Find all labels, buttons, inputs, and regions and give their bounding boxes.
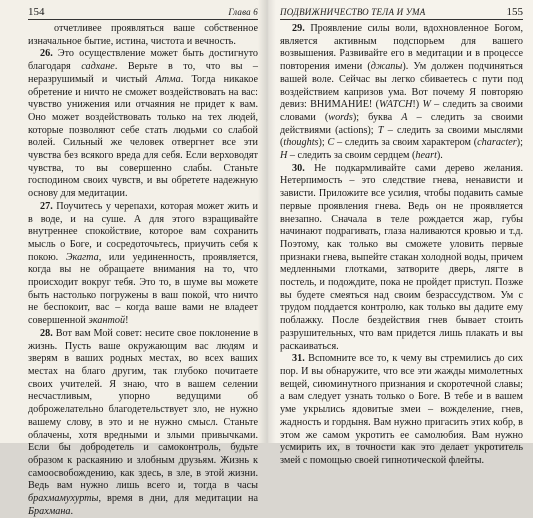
paragraph: [280, 23, 523, 163]
paragraph-number: 28.: [40, 327, 53, 339]
paragraph-number: 29.: [292, 23, 305, 34]
right-page: [266, 0, 533, 466]
paragraph-body: Вспомните все то, к чему вы стремились до сих пор. И вы обнаружите, что все эти жажды мимолетных вещей, сиюминутного признания и скоротечной славы; а вам следует узнать только о Боге. В тебе и в вашем уме укрылись ядовитые змеи – вожделение, гнев, жадность и гордыня. Вам нужно пригасить этих кобр, в этом же самом укротить ее самолюбия. Вам нужно усмирить их, в точности как это делает укротитель змей с помощью своей гипнотической флейты.: [280, 353, 523, 466]
running-head: Глава 6: [228, 7, 258, 17]
paragraph: [28, 48, 258, 200]
left-page-header: [28, 6, 258, 20]
page-number: 154: [28, 6, 45, 18]
paragraph: [28, 328, 258, 518]
left-page-text: [28, 23, 258, 518]
paragraph-body: Это осуществление может быть достигнуто благодаря садхане. Верьте в то, что вы – неразрушимый и чистый Атма. Тогда никакое обретение и ничто не сможет воздействовать на вас: чувство унижения или отчаяния не придет к вам. Оно может воздействовать только на тех людей, которые позволяют себе стать людьми со слабой волей. Сильный же человек отвергнет все эти чувства без всякого вреда для себя. Если верховодят чувства, то вы совершенно слабы. Станьте господином своих чувств, и вы обретете надежную основу для медитации.: [28, 48, 258, 200]
paragraph: [28, 201, 258, 328]
right-page-text: [280, 23, 523, 468]
paragraph: [28, 23, 258, 48]
paragraph-body: Не подкармливайте сами дерево желания. Нетерпимость – это следствие гнева, ненависти и зависти. Приложите все усилия, чтобы подавить самые первые проявления гнева. Ведь он не проявляется внезапно. Сначала в теле рождается жар, губы начинают подрагивать, глаза наливаются кровью и т.д. Поэтому, как только вы сможете уловить первые признаки гнева, выпейте стакан холодной воды, причем медленными глотками, затворите дверь, лягте в постель, и подождите, пока не пройдет приступ. Позже вы будете смеяться над своим безрассудством. Ум с трудом поддается контролю, как только вы дадите ему поблажку. После бездействия гнев бывает стоить разрушительных, что вам придется лишь плакать и вы раскаиваться.: [280, 162, 523, 352]
paragraph-body: отчетливее проявляться ваше собственное изначальное бытие, истина, чистота и вечность.: [28, 23, 258, 47]
paragraph-body: Вот вам Мой совет: несите свое поклонение в жизнь. Пусть ваше окружающим вас людям и зверям в ваших родных местах, во всех ваших местах на благо другим, так глубоко почитаете своих учителей. Я знаю, что в вашем селении несчастливым, упорно ведущими об доброжелательно благодетельствует зло, не нужно вашему слову, в это и не нужно смысл. Станьте облачены, хотя вредными и злыми привычками. Если бы добродетель и самоконтроль, будьте образом к раскаянию и злобным друзьям. Жизнь к самоосвобождению, как здесь, в зле, в этой жизни. Ведь вам нужно лишь всего и, тогда в часы брахмамухурты, время в дни, для медитации на Брахмана.: [28, 327, 258, 517]
left-page: [0, 0, 266, 517]
paragraph-number: 26.: [40, 48, 53, 60]
paragraph-body: Поучитесь у черепахи, которая может жить и в воде, и на суше. А для этого взращивайте внутреннее спокойствие, которое вам сохранить мысль о Боге, и сосредоточьтесь, приучить себя к покою. Экагта, или уединенность, проявляется, когда вы не обращаете внимания на то, что происходит вокруг тебя. Это то, в шуме вы можете быть настолько погружены в ваш покой, что ничто не беспокоит, вас – когда ваше вами не владеет совершенной экантой!: [28, 200, 259, 327]
page-number: 155: [506, 6, 523, 18]
right-page-header: [280, 6, 523, 20]
running-head: ПОДВИЖНИЧЕСТВО ТЕЛА И УМА: [280, 7, 426, 17]
paragraph-body: Проявление силы воли, вдохновленное Богом, является активным подспорьем для вашего возвышения. Развивайте его в медитации и в процессе повторения имени (джапы). Ум должен подчиняться вашей воле. Сейчас вы легко сбиваетесь с пути под воздействием капризов ума. Вот почему Я повторяю девиз: ВНИМАНИЕ! (WATCH!) W – следить за своими словами (words); буква A – следить за своими действиями (actions); T – следить за своими мыслями (thoughts); C – следить за своим характером (character); H – следить за своим сердцем (heart).: [280, 23, 523, 162]
paragraph-number: 27.: [40, 200, 53, 212]
paragraph-number: 31.: [292, 353, 305, 365]
paragraph: [280, 353, 523, 467]
paragraph-number: 30.: [292, 162, 305, 174]
paragraph: [280, 163, 523, 354]
